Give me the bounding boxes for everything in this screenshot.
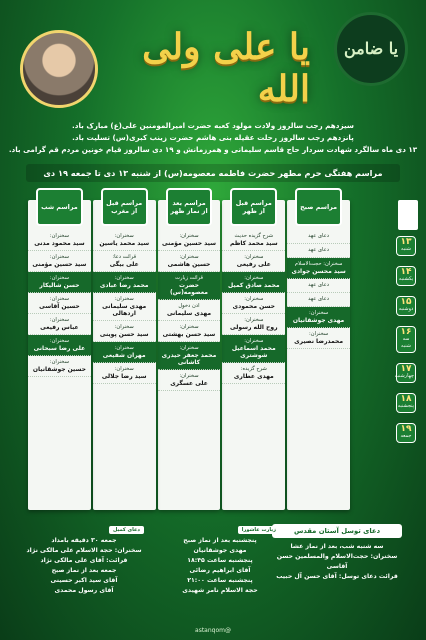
day-marker bbox=[396, 423, 416, 443]
schedule-column bbox=[287, 200, 350, 510]
schedule-cell bbox=[158, 370, 221, 391]
cell-label: سخنران: bbox=[114, 366, 134, 372]
schedule-cell bbox=[93, 272, 156, 293]
day-marker bbox=[396, 393, 416, 413]
day-name: چهارشنبه bbox=[394, 373, 414, 379]
cell-label: سخنران: bbox=[179, 324, 199, 330]
schedule-cell bbox=[158, 251, 221, 272]
cell-label: سخنران: حجت‌الاسلام bbox=[294, 261, 343, 267]
cell-value: علی عسگری bbox=[170, 380, 208, 387]
logo: یا ضامن bbox=[334, 12, 408, 86]
cell-value: مهدی عطاری bbox=[233, 373, 274, 380]
kumayl-line: قرائت: آقای علی مالکی نژاد bbox=[40, 557, 128, 564]
cell-value: مهران شفیعی bbox=[102, 352, 146, 359]
schedule-cell bbox=[222, 272, 285, 293]
day-number: ۱۹ bbox=[400, 424, 412, 434]
cell-value: سید محمد کاظم bbox=[229, 240, 278, 247]
intro-line: سیزدهم رجب سالروز ولادت مولود کعبه حضرت امیرالمومنین علی(ع) مبارک باد. bbox=[72, 121, 354, 130]
cell-label: سخنران: bbox=[49, 359, 69, 365]
column-header: مراسم صبح bbox=[295, 188, 342, 226]
tavassol-line: سخنران: حجت‌الاسلام والمسلمین حسن آقاسی bbox=[276, 553, 398, 570]
cell-value: حسن محمودی bbox=[232, 303, 275, 310]
cell-value: حضرت معصومه(س) bbox=[170, 282, 208, 296]
column-header: مراسم قبل از ظهر bbox=[230, 188, 277, 226]
cell-label: سخنران: bbox=[49, 317, 69, 323]
column-header: مراسم قبل از مغرب bbox=[101, 188, 148, 226]
cell-value: حسین هاشمی bbox=[167, 261, 211, 268]
schedule-cell bbox=[93, 251, 156, 272]
cell-value: حسین آقاسی bbox=[39, 303, 80, 310]
cell-value: سید رضا جلالی bbox=[101, 373, 147, 380]
schedule-cell bbox=[222, 314, 285, 335]
cell-label: سخنران: bbox=[114, 233, 134, 239]
cell-value: مهدی جوشقانیان bbox=[292, 317, 345, 324]
cell-value: سید حسن پوینی bbox=[99, 331, 149, 338]
cell-value: سید محمود مدنی bbox=[34, 240, 85, 247]
column-header: مراسم شب bbox=[36, 188, 83, 226]
cell-label: اذن دخول bbox=[178, 303, 200, 309]
cell-label: شرح گزیده حدیث bbox=[234, 233, 274, 239]
cell-value: سید حسین مؤمنی bbox=[32, 261, 87, 268]
schedule-cell bbox=[158, 230, 221, 251]
cell-label: سخنران: bbox=[179, 233, 199, 239]
ashura-box bbox=[160, 516, 280, 596]
social-handle: @astanqom bbox=[195, 627, 231, 634]
schedule-column bbox=[93, 200, 156, 510]
day-number: ۱۷ bbox=[400, 364, 412, 374]
day-marker bbox=[396, 296, 416, 316]
intro-text bbox=[0, 120, 426, 156]
day-marker bbox=[396, 363, 416, 383]
schedule-cell bbox=[287, 293, 350, 307]
schedule-cell bbox=[28, 356, 91, 377]
tavassol-box bbox=[272, 524, 402, 582]
cell-label: سخنران: bbox=[244, 317, 264, 323]
ashura-line: پنجشنبه بعد از نماز صبح bbox=[183, 537, 257, 544]
day-name: سه شنبه bbox=[401, 336, 411, 349]
cell-label: سخنران: bbox=[179, 254, 199, 260]
schedule-headline: مراسم هفتگی حرم مطهر حضرت فاطمه معصومه(س) از شنبه ۱۳ دی تا جمعه ۱۹ دی bbox=[26, 164, 400, 182]
schedule-column bbox=[158, 200, 221, 510]
kumayl-line: جمعه ۳۰ دقیقه بامداد bbox=[51, 537, 117, 544]
cell-label: دعای عهد bbox=[308, 247, 330, 253]
cell-value: سید حسن بهشتی bbox=[162, 331, 216, 338]
cell-value: محمد جعفر حیدری کاشانی bbox=[161, 352, 217, 366]
qr-code bbox=[398, 200, 418, 230]
schedule-cell bbox=[93, 342, 156, 363]
day-name: جمعه bbox=[400, 433, 412, 439]
days-column bbox=[396, 236, 416, 443]
cell-label: سخنران: bbox=[244, 275, 264, 281]
schedule-cell bbox=[158, 272, 221, 300]
intro-line: ۱۳ دی ماه سالگرد شهادت سردار حاج قاسم سلیمانی و همرزمانش و ۱۹ دی سالروز قیام خونین مردم قم گرامی باد. bbox=[8, 145, 418, 154]
kumayl-box bbox=[24, 516, 144, 596]
cell-label: دعای عهد bbox=[308, 282, 330, 288]
day-number: ۱۵ bbox=[400, 297, 412, 307]
schedule-cell bbox=[287, 244, 350, 258]
cell-label: سخنران: bbox=[49, 233, 69, 239]
ashura-line: مهدی جوشقانیان bbox=[193, 547, 247, 554]
kumayl-line: جمعه بعد از نماز صبح bbox=[51, 567, 117, 574]
cell-label: سخنران: bbox=[244, 254, 264, 260]
cell-label: سخنران: bbox=[114, 345, 134, 351]
cell-value: علی بیگی bbox=[109, 261, 139, 268]
schedule-cell bbox=[222, 293, 285, 314]
schedule-cell bbox=[158, 321, 221, 342]
day-name: دوشنبه bbox=[398, 306, 414, 312]
day-name: یکشنبه bbox=[398, 276, 414, 282]
cell-label: سخنران: bbox=[179, 373, 199, 379]
cell-value: علی رفیعی bbox=[236, 261, 271, 268]
column-header: مراسم بعد از نماز ظهر bbox=[166, 188, 213, 226]
schedule-cell bbox=[222, 251, 285, 272]
day-number: ۱۴ bbox=[400, 267, 412, 277]
kumayl-line: آقای سید اکبر حسینی bbox=[50, 577, 118, 584]
tavassol-title: دعای توسل آستان مقدس bbox=[272, 524, 402, 538]
cell-value: سید محمد یاسین bbox=[99, 240, 150, 247]
cell-label: سخنران: bbox=[49, 254, 69, 260]
day-number: ۱۸ bbox=[400, 394, 412, 404]
schedule-cell bbox=[287, 328, 350, 349]
cell-value: علی رضا سبحانی bbox=[33, 345, 86, 352]
cell-value: محمد اسماعیل شوشتری bbox=[231, 345, 276, 359]
cell-value: روح الله رسولی bbox=[230, 324, 278, 331]
schedule-cell bbox=[28, 293, 91, 314]
schedule-cell bbox=[287, 307, 350, 328]
ashura-line: آقای ابراهیم رضائی bbox=[189, 567, 251, 574]
cell-label: دعای عهد bbox=[308, 296, 330, 302]
special-programs bbox=[24, 516, 402, 616]
tavassol-line: سه شنبه شب، بعد از نماز عشا bbox=[290, 543, 384, 550]
schedule-cell bbox=[222, 335, 285, 363]
cell-value: مهدی سلیمانی اردهالی bbox=[102, 303, 147, 317]
ashura-tag: زیارت عاشورا bbox=[238, 526, 280, 534]
portrait-image bbox=[20, 30, 98, 108]
kumayl-line: آقای رسول محمدی bbox=[54, 587, 114, 594]
schedule-cell bbox=[28, 314, 91, 335]
day-name: پنجشنبه bbox=[397, 403, 414, 409]
schedule-cell bbox=[28, 335, 91, 356]
cell-label: سخنران: bbox=[114, 324, 134, 330]
cell-label: سخنران: bbox=[244, 338, 264, 344]
ashura-line: پنجشنبه ساعت ۲۱:۰۰ bbox=[187, 577, 253, 584]
cell-value: سید حسین مؤمنی bbox=[162, 240, 216, 247]
schedule-grid bbox=[28, 200, 350, 510]
cell-label: قرائت دعا: bbox=[112, 254, 137, 260]
schedule-cell bbox=[28, 230, 91, 251]
schedule-cell bbox=[158, 342, 221, 370]
cell-value: عباس رفیعی bbox=[40, 324, 79, 331]
cell-label: سخنران: bbox=[114, 296, 134, 302]
ashura-line: پنجشنبه ساعت ۱۸:۴۵ bbox=[187, 557, 253, 564]
cell-value: سید محسن جوادی bbox=[291, 268, 346, 275]
cell-label: سخنران: bbox=[49, 296, 69, 302]
page-title: یا علی ولی الله bbox=[142, 26, 310, 110]
day-number: ۱۶ bbox=[400, 327, 412, 337]
day-name: شنبه bbox=[401, 246, 411, 252]
schedule-cell bbox=[222, 363, 285, 384]
schedule-cell bbox=[93, 293, 156, 321]
cell-label: سخنران: bbox=[309, 331, 329, 337]
schedule-column bbox=[28, 200, 91, 510]
cell-label: قرائت زیارت bbox=[175, 275, 203, 281]
tavassol-line: قرائت دعای توسل: آقای حسن آل حبیب bbox=[276, 573, 398, 580]
schedule-cell bbox=[158, 300, 221, 321]
day-marker bbox=[396, 266, 416, 286]
schedule-cell bbox=[93, 321, 156, 342]
schedule-cell bbox=[287, 230, 350, 244]
cell-value: محمد رضا عبادی bbox=[99, 282, 149, 289]
schedule-cell bbox=[287, 279, 350, 293]
schedule-cell bbox=[28, 251, 91, 272]
cell-label: سخنران: bbox=[49, 338, 69, 344]
cell-label: شرح گزیده: bbox=[240, 366, 267, 372]
schedule-cell bbox=[222, 230, 285, 251]
ashura-line: حجة الاسلام نامر شهیدی bbox=[182, 587, 258, 594]
intro-line: پانزدهم رجب سالروز رحلت عقیله بنی هاشم حضرت زینب کبری(س) تسلیت باد. bbox=[72, 133, 354, 142]
schedule-column bbox=[222, 200, 285, 510]
cell-label: سخنران: bbox=[49, 275, 69, 281]
schedule-cell bbox=[93, 230, 156, 251]
cell-label: سخنران: bbox=[114, 275, 134, 281]
cell-value: محمدرضا نصیری bbox=[294, 338, 344, 345]
cell-label: سخنران: bbox=[244, 296, 264, 302]
schedule-cell bbox=[93, 363, 156, 384]
cell-label: سخنران: bbox=[309, 310, 329, 316]
day-marker bbox=[396, 326, 416, 353]
cell-label: دعای عهد bbox=[308, 233, 330, 239]
schedule-cell bbox=[287, 258, 350, 279]
kumayl-line: سخنران: حجة الاسلام علی مالکی نژاد bbox=[26, 547, 142, 554]
cell-value: حسین جوشقانیان bbox=[32, 366, 86, 373]
cell-value: مهدی سلیمانی bbox=[166, 310, 212, 317]
day-number: ۱۳ bbox=[400, 237, 412, 247]
cell-label: سخنران: bbox=[179, 345, 199, 351]
schedule-cell bbox=[28, 272, 91, 293]
kumayl-tag: دعای کمیل bbox=[109, 526, 144, 534]
cell-value: محمد صادق کمیل bbox=[228, 282, 280, 289]
cell-value: حسن شالیکار bbox=[39, 282, 80, 289]
day-marker bbox=[396, 236, 416, 256]
